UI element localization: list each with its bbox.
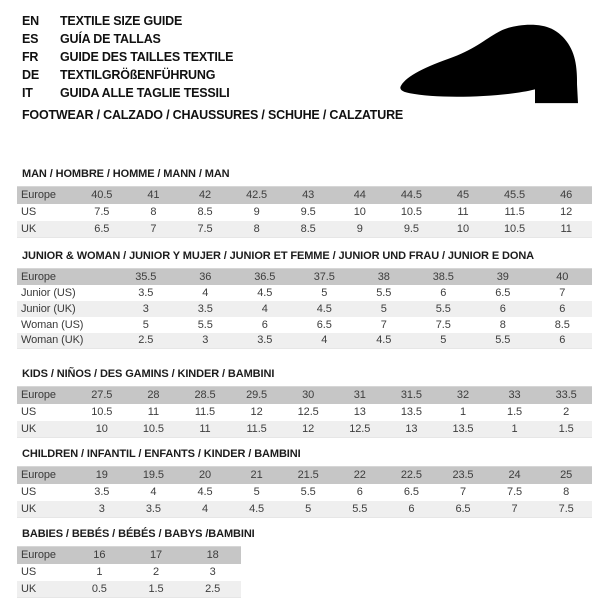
size-value: 28.5 bbox=[194, 389, 216, 402]
size-value: 29.5 bbox=[246, 389, 268, 402]
size-value: 2.5 bbox=[205, 582, 221, 595]
size-value: 10.5 bbox=[400, 206, 422, 218]
size-value: 18 bbox=[206, 549, 219, 562]
row-label: Woman (US) bbox=[21, 318, 84, 331]
size-value: 6 bbox=[261, 318, 268, 331]
size-value: 8 bbox=[499, 318, 506, 331]
table-row-europe bbox=[17, 467, 592, 484]
size-section-babies bbox=[0, 528, 600, 598]
row-label: Woman (UK) bbox=[21, 334, 84, 347]
size-value: 8 bbox=[150, 206, 157, 218]
size-value: 3.5 bbox=[145, 502, 161, 515]
language-code: IT bbox=[22, 86, 33, 100]
language-text: TEXTILE SIZE GUIDE bbox=[60, 14, 183, 28]
language-text: GUIDA ALLE TAGLIE TESSILI bbox=[60, 86, 230, 100]
size-value: 46 bbox=[560, 189, 573, 202]
row-label: Europe bbox=[21, 270, 56, 283]
size-value: 13 bbox=[405, 422, 418, 435]
size-value: 5.5 bbox=[352, 502, 368, 515]
size-value: 9 bbox=[253, 206, 260, 218]
kids-size-table bbox=[17, 386, 592, 438]
table-row-europe bbox=[17, 187, 592, 204]
row-label: UK bbox=[21, 582, 37, 595]
size-value: 8.5 bbox=[300, 222, 316, 235]
size-value: 8.5 bbox=[197, 206, 213, 218]
size-value: 11 bbox=[147, 406, 159, 418]
size-value: 31.5 bbox=[400, 389, 422, 402]
size-value: 40 bbox=[556, 270, 569, 283]
size-value: 45.5 bbox=[504, 189, 526, 202]
row-label: Europe bbox=[21, 389, 56, 402]
size-value: 7 bbox=[559, 286, 566, 299]
table-row-us bbox=[17, 484, 592, 501]
size-value: 12 bbox=[250, 406, 263, 418]
row-label: UK bbox=[21, 222, 37, 235]
size-value: 7 bbox=[459, 486, 466, 498]
size-value: 19 bbox=[95, 469, 108, 482]
size-value: 2 bbox=[563, 406, 570, 418]
size-value: 4.5 bbox=[197, 486, 213, 498]
size-value: 3 bbox=[202, 334, 209, 347]
size-value: 5.5 bbox=[495, 334, 511, 347]
size-value: 6.5 bbox=[455, 502, 471, 515]
size-value: 33 bbox=[508, 389, 521, 402]
table-row-europe bbox=[17, 547, 241, 564]
size-value: 6 bbox=[440, 286, 447, 299]
size-value: 5.5 bbox=[376, 286, 392, 299]
size-value: 0.5 bbox=[91, 582, 107, 595]
table-row-woman-us bbox=[17, 317, 592, 333]
row-label: Europe bbox=[21, 189, 56, 202]
size-value: 3.5 bbox=[197, 302, 213, 315]
table-row-us bbox=[17, 404, 592, 421]
size-value: 3 bbox=[209, 566, 216, 578]
size-value: 6 bbox=[356, 486, 363, 498]
row-label: Junior (US) bbox=[21, 286, 76, 299]
section-title-babies: BABIES / BEBÉS / BÉBÉS / BABYS /BAMBINI bbox=[22, 528, 255, 540]
size-value: 32 bbox=[456, 389, 469, 402]
language-list bbox=[22, 12, 233, 102]
language-code: FR bbox=[22, 50, 39, 64]
row-label: US bbox=[21, 566, 37, 578]
size-value: 23.5 bbox=[452, 469, 474, 482]
row-label: UK bbox=[21, 422, 37, 435]
size-value: 5.5 bbox=[197, 318, 213, 331]
size-value: 5 bbox=[142, 318, 149, 331]
size-value: 2.5 bbox=[138, 334, 154, 347]
size-value: 41 bbox=[147, 189, 160, 202]
size-value: 7.5 bbox=[507, 486, 523, 498]
size-value: 10.5 bbox=[504, 222, 526, 235]
size-value: 5 bbox=[321, 286, 328, 299]
size-section-kids bbox=[0, 368, 600, 438]
size-value: 7 bbox=[380, 318, 387, 331]
size-value: 7.5 bbox=[94, 206, 110, 218]
size-value: 11 bbox=[199, 422, 211, 435]
size-value: 4 bbox=[202, 286, 209, 299]
size-value: 2 bbox=[152, 566, 159, 578]
size-value: 12.5 bbox=[297, 406, 319, 418]
language-code: EN bbox=[22, 14, 39, 28]
table-row-europe bbox=[17, 269, 592, 285]
size-value: 4 bbox=[261, 302, 268, 315]
size-value: 42.5 bbox=[246, 189, 268, 202]
table-row-us bbox=[17, 204, 592, 221]
dress-shoe-icon bbox=[393, 20, 591, 106]
size-section-man bbox=[0, 168, 600, 238]
table-row-uk bbox=[17, 421, 592, 438]
size-value: 33.5 bbox=[555, 389, 577, 402]
size-value: 36.5 bbox=[254, 270, 276, 283]
size-value: 13.5 bbox=[400, 406, 422, 418]
size-value: 9 bbox=[356, 222, 363, 235]
size-value: 7 bbox=[511, 502, 518, 515]
size-value: 16 bbox=[93, 549, 106, 562]
size-value: 7 bbox=[150, 222, 157, 235]
language-text: GUIDE DES TAILLES TEXTILE bbox=[60, 50, 234, 64]
size-value: 12 bbox=[560, 206, 573, 218]
row-label: Europe bbox=[21, 549, 56, 562]
category-title: FOOTWEAR / CALZADO / CHAUSSURES / SCHUHE / CALZATURE bbox=[22, 108, 404, 122]
size-value: 39 bbox=[496, 270, 509, 283]
row-label: US bbox=[21, 206, 37, 218]
table-row-uk bbox=[17, 221, 592, 238]
babies-size-table bbox=[17, 546, 241, 598]
size-value: 11.5 bbox=[246, 422, 267, 435]
row-label: Europe bbox=[21, 469, 56, 482]
size-value: 40.5 bbox=[91, 189, 113, 202]
size-value: 13.5 bbox=[452, 422, 474, 435]
table-row-uk bbox=[17, 581, 241, 598]
language-text: TEXTILGRÖßENFÜHRUNG bbox=[60, 68, 216, 82]
size-value: 6.5 bbox=[94, 222, 110, 235]
row-label: US bbox=[21, 486, 37, 498]
size-value: 35.5 bbox=[135, 270, 157, 283]
language-row-de bbox=[22, 66, 233, 84]
size-value: 24 bbox=[508, 469, 521, 482]
row-label: UK bbox=[21, 502, 37, 515]
size-value: 8 bbox=[563, 486, 570, 498]
section-title-kids: KIDS / NIÑOS / DES GAMINS / KINDER / BAMBINI bbox=[22, 368, 275, 380]
section-title-man: MAN / HOMBRE / HOMME / MANN / MAN bbox=[22, 168, 230, 180]
language-row-it bbox=[22, 84, 233, 102]
size-value: 45 bbox=[456, 189, 469, 202]
size-value: 10.5 bbox=[142, 422, 164, 435]
size-value: 12 bbox=[302, 422, 315, 435]
size-value: 3 bbox=[142, 302, 149, 315]
junior-woman-size-table bbox=[17, 268, 592, 349]
size-section-junior-woman bbox=[0, 250, 600, 349]
size-value: 5 bbox=[380, 302, 387, 315]
size-value: 5 bbox=[440, 334, 447, 347]
size-value: 44 bbox=[353, 189, 366, 202]
size-value: 4 bbox=[150, 486, 157, 498]
table-row-junior-us bbox=[17, 285, 592, 301]
size-value: 22 bbox=[353, 469, 366, 482]
section-title-children: CHILDREN / INFANTIL / ENFANTS / KINDER / BAMBINI bbox=[22, 448, 301, 460]
size-value: 6 bbox=[408, 502, 415, 515]
size-value: 6 bbox=[559, 334, 566, 347]
size-value: 5 bbox=[305, 502, 312, 515]
size-value: 1.5 bbox=[507, 406, 523, 418]
size-value: 1 bbox=[511, 422, 518, 435]
size-value: 20 bbox=[198, 469, 211, 482]
size-value: 6 bbox=[559, 302, 566, 315]
size-value: 19.5 bbox=[142, 469, 164, 482]
size-value: 11.5 bbox=[194, 406, 216, 418]
size-value: 21 bbox=[250, 469, 263, 482]
size-value: 13 bbox=[353, 406, 366, 418]
size-value: 25 bbox=[560, 469, 573, 482]
size-value: 44.5 bbox=[400, 189, 422, 202]
section-title-junior-woman: JUNIOR & WOMAN / JUNIOR Y MUJER / JUNIOR ET FEMME / JUNIOR UND FRAU / JUNIOR E DONA bbox=[22, 250, 535, 262]
size-value: 37.5 bbox=[313, 270, 335, 283]
size-value: 1 bbox=[459, 406, 466, 418]
size-value: 9.5 bbox=[300, 206, 316, 218]
language-row-en bbox=[22, 12, 233, 30]
size-value: 3 bbox=[98, 502, 105, 515]
size-section-children bbox=[0, 448, 600, 518]
size-value: 4.5 bbox=[257, 286, 273, 299]
row-label: Junior (UK) bbox=[21, 302, 76, 315]
size-value: 10 bbox=[353, 206, 366, 218]
size-value: 30 bbox=[302, 389, 315, 402]
language-code: ES bbox=[22, 32, 39, 46]
size-value: 21.5 bbox=[297, 469, 319, 482]
size-value: 4.5 bbox=[249, 502, 265, 515]
size-value: 7.5 bbox=[558, 502, 574, 515]
table-row-uk bbox=[17, 501, 592, 518]
size-value: 5 bbox=[253, 486, 260, 498]
size-value: 1.5 bbox=[148, 582, 164, 595]
size-value: 3.5 bbox=[94, 486, 110, 498]
size-value: 4.5 bbox=[376, 334, 392, 347]
size-value: 12.5 bbox=[349, 422, 371, 435]
size-value: 8 bbox=[253, 222, 260, 235]
row-label: US bbox=[21, 406, 37, 418]
language-row-es bbox=[22, 30, 233, 48]
size-value: 6 bbox=[499, 302, 506, 315]
size-value: 10.5 bbox=[91, 406, 113, 418]
size-value: 28 bbox=[147, 389, 160, 402]
children-size-table bbox=[17, 466, 592, 518]
size-value: 36 bbox=[199, 270, 212, 283]
size-value: 3.5 bbox=[257, 334, 273, 347]
size-value: 4 bbox=[201, 502, 208, 515]
size-value: 38.5 bbox=[432, 270, 454, 283]
size-value: 7.5 bbox=[435, 318, 451, 331]
size-value: 1.5 bbox=[558, 422, 574, 435]
size-value: 4 bbox=[321, 334, 328, 347]
size-value: 43 bbox=[302, 189, 315, 202]
size-value: 8.5 bbox=[554, 318, 570, 331]
table-row-junior-uk bbox=[17, 301, 592, 317]
size-value: 11 bbox=[457, 206, 469, 218]
man-size-table bbox=[17, 186, 592, 238]
size-value: 5.5 bbox=[435, 302, 451, 315]
size-value: 11 bbox=[560, 222, 572, 235]
size-value: 10 bbox=[95, 422, 108, 435]
size-value: 1 bbox=[96, 566, 103, 578]
size-value: 3.5 bbox=[138, 286, 154, 299]
table-row-us bbox=[17, 564, 241, 581]
size-value: 42 bbox=[198, 189, 211, 202]
size-value: 10 bbox=[456, 222, 469, 235]
size-value: 6.5 bbox=[316, 318, 332, 331]
size-value: 7.5 bbox=[197, 222, 213, 235]
size-value: 11.5 bbox=[504, 206, 525, 218]
size-value: 38 bbox=[377, 270, 390, 283]
language-text: GUÍA DE TALLAS bbox=[60, 32, 161, 46]
language-code: DE bbox=[22, 68, 39, 82]
table-row-europe bbox=[17, 387, 592, 404]
size-value: 31 bbox=[353, 389, 366, 402]
language-row-fr bbox=[22, 48, 233, 66]
size-value: 5.5 bbox=[300, 486, 316, 498]
size-value: 6.5 bbox=[495, 286, 511, 299]
table-row-woman-uk bbox=[17, 333, 592, 349]
size-value: 17 bbox=[149, 549, 162, 562]
size-value: 6.5 bbox=[403, 486, 419, 498]
size-value: 9.5 bbox=[403, 222, 419, 235]
size-value: 4.5 bbox=[316, 302, 332, 315]
size-value: 22.5 bbox=[400, 469, 422, 482]
size-value: 27.5 bbox=[91, 389, 113, 402]
